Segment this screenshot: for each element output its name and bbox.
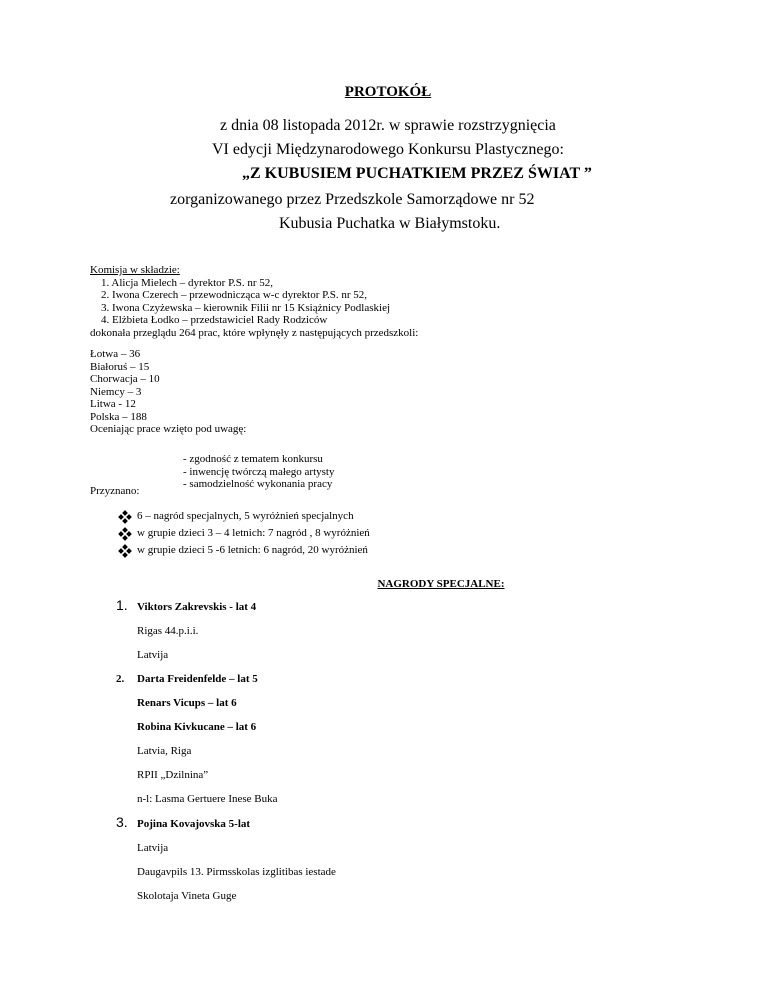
entry-number: 2. bbox=[116, 673, 125, 685]
country-item: Białoruś – 15 bbox=[90, 360, 150, 373]
entry-detail: Rigas 44.p.i.i. bbox=[137, 625, 199, 637]
diamond-bullet-icon bbox=[118, 528, 132, 540]
diamond-bullet-icon bbox=[118, 545, 132, 557]
intro-line-5: Kubusia Puchatka w Białymstoku. bbox=[279, 215, 501, 232]
entry-detail: RPII „Dzilnina” bbox=[137, 769, 209, 781]
diamond-bullet-icon bbox=[118, 511, 132, 523]
entry-number: 3. bbox=[116, 814, 128, 830]
country-item: Litwa - 12 bbox=[90, 398, 136, 410]
award-item bbox=[118, 542, 370, 559]
criteria-item: - inwencję twórczą małego artysty bbox=[183, 465, 335, 478]
commission-member: 2. Iwona Czerech – przewodnicząca w-c dyrektor P.S. nr 52, bbox=[101, 289, 368, 301]
award-text: 6 – nagród specjalnych, 5 wyróżnień specjalnych bbox=[137, 510, 354, 523]
award-item bbox=[118, 508, 370, 525]
document-title: PROTOKÓŁ bbox=[344, 84, 432, 100]
entry-detail: Latvia, Riga bbox=[137, 745, 192, 757]
contest-name: „Z KUBUSIEM PUCHATKIEM PRZEZ ŚWIAT ” bbox=[242, 165, 592, 182]
intro-line-2: VI edycji Międzynarodowego Konkursu Plastycznego: bbox=[212, 141, 564, 158]
commission-member: 3. Iwona Czyżewska – kierownik Filii nr 15 Książnicy Podlaskiej bbox=[101, 301, 391, 314]
award-item bbox=[118, 525, 370, 542]
awards-list bbox=[118, 508, 370, 559]
commission-block bbox=[90, 264, 418, 339]
entry-name: Viktors Zakrevskis - lat 4 bbox=[137, 601, 257, 613]
entry-name: Robina Kivkucane – lat 6 bbox=[137, 721, 257, 733]
entry-number: 1. bbox=[116, 597, 128, 613]
entry-detail: Daugavpils 13. Pirmsskolas izglitibas iestade bbox=[137, 866, 336, 878]
intro-line-1: z dnia 08 listopada 2012r. w sprawie rozstrzygnięcia bbox=[220, 117, 556, 134]
criteria-list bbox=[183, 453, 335, 491]
entry-name: Pojina Kovajovska 5-lat bbox=[137, 818, 251, 830]
country-item: Polska – 188 bbox=[90, 410, 147, 423]
commission-member: 1. Alicja Mielech – dyrektor P.S. nr 52, bbox=[101, 276, 274, 289]
commission-member: 4. Elżbieta Łodko – przedstawiciel Rady Rodziców bbox=[101, 314, 328, 326]
country-item: Chorwacja – 10 bbox=[90, 373, 160, 385]
entry-detail: Latvija bbox=[137, 649, 169, 661]
special-awards-heading: NAGRODY SPECJALNE: bbox=[377, 578, 505, 590]
entry-detail: Skolotaja Vineta Guge bbox=[137, 890, 237, 902]
entry-detail: Latvija bbox=[137, 842, 169, 854]
criteria-item: - samodzielność wykonania pracy bbox=[183, 478, 333, 490]
entry-name: Renars Vicups – lat 6 bbox=[137, 697, 237, 709]
award-text: w grupie dzieci 5 -6 letnich: 6 nagród, 20 wyróżnień bbox=[137, 544, 368, 557]
countries-list bbox=[90, 348, 246, 436]
criteria-item: - zgodność z tematem konkursu bbox=[183, 453, 323, 465]
commission-summary: dokonała przeglądu 264 prac, które wpłynęły z następujących przedszkoli: bbox=[90, 326, 419, 339]
criteria-intro: Oceniając prace wzięto pod uwagę: bbox=[90, 423, 247, 435]
commission-heading: Komisja w składzie: bbox=[90, 264, 180, 276]
entry-name: Darta Freidenfelde – lat 5 bbox=[137, 673, 258, 685]
award-text: w grupie dzieci 3 – 4 letnich: 7 nagród , 8 wyróżnień bbox=[137, 527, 370, 540]
country-item: Łotwa – 36 bbox=[90, 348, 141, 360]
entry-detail: n-l: Lasma Gertuere Inese Buka bbox=[137, 793, 278, 805]
awarded-label: Przyznano: bbox=[90, 485, 140, 497]
intro-line-4: zorganizowanego przez Przedszkole Samorządowe nr 52 bbox=[170, 191, 535, 208]
country-item: Niemcy – 3 bbox=[90, 385, 142, 398]
